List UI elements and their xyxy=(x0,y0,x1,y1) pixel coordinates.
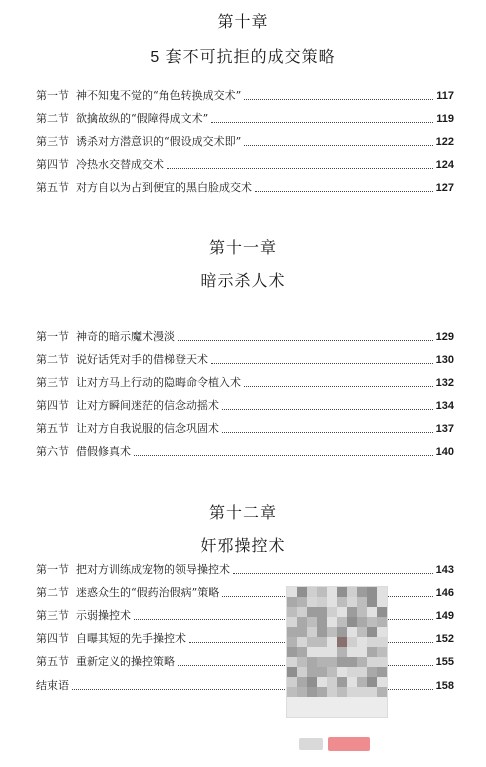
qr-mosaic-cell xyxy=(357,627,367,637)
toc-entry[interactable] xyxy=(36,445,454,459)
qr-mosaic-cell xyxy=(287,677,297,687)
qr-mosaic-cell xyxy=(367,617,377,627)
qr-mosaic-cell xyxy=(367,667,377,677)
blurred-qr-code xyxy=(286,586,388,718)
qr-mosaic-cell xyxy=(357,667,367,677)
section-number: 第一节 xyxy=(36,563,69,576)
qr-mosaic-cell xyxy=(357,657,367,667)
qr-mosaic-cell xyxy=(337,677,347,687)
qr-mosaic-cell xyxy=(287,657,297,667)
qr-mosaic-cell xyxy=(317,607,327,617)
leader-dots xyxy=(222,432,433,433)
qr-mosaic-cell xyxy=(367,637,377,647)
qr-mosaic-cell xyxy=(347,617,357,627)
leader-dots xyxy=(255,191,433,192)
qr-mosaic-cell xyxy=(377,657,387,667)
qr-mosaic-cell xyxy=(307,587,317,597)
toc-entry[interactable] xyxy=(36,376,454,390)
qr-mosaic-cell xyxy=(327,597,337,607)
toc-entry[interactable] xyxy=(36,563,454,577)
qr-mosaic-cell xyxy=(307,597,317,607)
section-number: 第五节 xyxy=(36,655,69,668)
qr-mosaic-cell xyxy=(327,587,337,597)
qr-mosaic-cell xyxy=(307,627,317,637)
qr-mosaic-cell xyxy=(367,677,377,687)
qr-mosaic-cell xyxy=(307,637,317,647)
leader-dots xyxy=(244,145,432,146)
qr-mosaic-cell xyxy=(297,687,307,697)
section-number: 第四节 xyxy=(36,399,69,412)
chapter-10-title: 5 套不可抗拒的成交策略 xyxy=(150,49,336,66)
qr-mosaic-cell xyxy=(327,667,337,677)
page-number: 130 xyxy=(435,354,454,366)
page-number: 149 xyxy=(435,610,454,622)
qr-mosaic-cell xyxy=(317,647,327,657)
qr-mosaic-cell xyxy=(347,637,357,647)
section-number: 第三节 xyxy=(36,135,69,148)
qr-mosaic-cell xyxy=(367,657,377,667)
section-title: 重新定义的操控策略 xyxy=(76,655,175,668)
qr-mosaic-cell xyxy=(377,667,387,677)
qr-mosaic-cell xyxy=(357,677,367,687)
qr-mosaic-cell xyxy=(337,587,347,597)
qr-mosaic-cell xyxy=(377,677,387,687)
qr-mosaic-cell xyxy=(307,617,317,627)
leader-dots xyxy=(233,573,433,574)
leader-dots xyxy=(244,99,433,100)
section-title: 迷惑众生的“假药治假病”策略 xyxy=(76,586,220,599)
qr-mosaic-cell xyxy=(287,587,297,597)
qr-mosaic-cell xyxy=(297,597,307,607)
section-number: 第五节 xyxy=(36,422,69,435)
qr-mosaic-cell xyxy=(347,627,357,637)
toc-entry[interactable] xyxy=(36,422,454,436)
qr-mosaic-cell xyxy=(337,657,347,667)
chapter-12-label: 第十二章 xyxy=(208,503,277,522)
qr-mosaic-cell xyxy=(357,607,367,617)
section-number: 第四节 xyxy=(36,158,69,171)
qr-mosaic-cell xyxy=(297,657,307,667)
qr-mosaic-cell xyxy=(357,647,367,657)
qr-mosaic-cell xyxy=(327,617,337,627)
qr-mosaic-cell xyxy=(367,597,377,607)
qr-mosaic-cell xyxy=(377,647,387,657)
section-number: 第四节 xyxy=(36,632,69,645)
qr-mosaic-cell xyxy=(327,627,337,637)
qr-mosaic-cell xyxy=(307,647,317,657)
qr-mosaic-cell xyxy=(377,597,387,607)
qr-mosaic-cell xyxy=(347,607,357,617)
qr-mosaic-cell xyxy=(327,677,337,687)
qr-mosaic-cell xyxy=(347,597,357,607)
section-number: 第一节 xyxy=(36,330,69,343)
qr-mosaic-cell xyxy=(377,637,387,647)
leader-dots xyxy=(222,409,433,410)
qr-mosaic-cell xyxy=(337,617,347,627)
leader-dots xyxy=(211,363,433,364)
toc-entry[interactable] xyxy=(36,330,454,344)
qr-mosaic-cell xyxy=(287,597,297,607)
qr-mosaic-cell xyxy=(367,687,377,697)
toc-entry[interactable] xyxy=(36,353,454,367)
qr-mosaic-cell xyxy=(347,677,357,687)
qr-mosaic-cell xyxy=(357,587,367,597)
qr-mosaic-cell xyxy=(337,637,347,647)
section-title: 诱杀对方潜意识的“假设成交术即” xyxy=(76,135,242,148)
qr-mosaic-cell xyxy=(307,687,317,697)
chapter-11-title: 暗示杀人术 xyxy=(200,271,286,290)
qr-mosaic-cell xyxy=(367,587,377,597)
page-number: 132 xyxy=(435,377,454,389)
section-title: 欲擒故纵的“假障得成文术” xyxy=(76,112,209,125)
qr-mosaic-cell xyxy=(337,687,347,697)
page-number: 134 xyxy=(435,400,454,412)
qr-mosaic-cell xyxy=(317,597,327,607)
qr-mosaic-cell xyxy=(297,677,307,687)
leader-dots xyxy=(244,386,433,387)
blurred-button xyxy=(328,737,370,751)
qr-mosaic-cell xyxy=(317,587,327,597)
section-title: 让对方马上行动的隐晦命令植入术 xyxy=(76,376,241,389)
toc-entry[interactable] xyxy=(36,655,454,669)
qr-mosaic-cell xyxy=(347,647,357,657)
qr-mosaic-cell xyxy=(337,667,347,677)
page-number: 117 xyxy=(436,90,454,102)
section-number: 第三节 xyxy=(36,376,69,389)
section-number: 第五节 xyxy=(36,181,69,194)
qr-mosaic-cell xyxy=(287,617,297,627)
leader-dots xyxy=(134,455,433,456)
qr-mosaic-cell xyxy=(297,607,307,617)
toc-entry[interactable] xyxy=(36,399,454,413)
qr-mosaic-cell xyxy=(287,687,297,697)
qr-mosaic-cell xyxy=(347,687,357,697)
toc-entry[interactable] xyxy=(36,181,454,195)
qr-mosaic-cell xyxy=(297,617,307,627)
leader-dots xyxy=(167,168,433,169)
qr-mosaic-cell xyxy=(297,627,307,637)
qr-mosaic-cell xyxy=(287,667,297,677)
qr-mosaic-cell xyxy=(327,607,337,617)
qr-mosaic-cell xyxy=(347,587,357,597)
qr-mosaic-cell xyxy=(367,607,377,617)
qr-mosaic-cell xyxy=(317,627,327,637)
section-number: 第六节 xyxy=(36,445,69,458)
qr-mosaic-cell xyxy=(307,667,317,677)
section-title: 让对方自我说服的信念巩固术 xyxy=(76,422,219,435)
section-title: 示弱操控术 xyxy=(76,609,131,622)
qr-mosaic-cell xyxy=(317,637,327,647)
toc-entry[interactable] xyxy=(36,112,454,126)
toc-entry[interactable] xyxy=(36,679,454,693)
qr-mosaic-cell xyxy=(377,687,387,697)
section-title: 对方自以为占到便宜的黑白脸成交术 xyxy=(76,181,252,194)
page-number: 155 xyxy=(435,656,454,668)
page-number: 127 xyxy=(435,182,454,194)
section-number: 第三节 xyxy=(36,609,69,622)
section-title: 说好话凭对手的借梯登天术 xyxy=(76,353,208,366)
page-number: 122 xyxy=(435,136,454,148)
leader-dots xyxy=(211,122,433,123)
section-number: 第二节 xyxy=(36,586,69,599)
qr-mosaic-cell xyxy=(377,587,387,597)
qr-mosaic-cell xyxy=(367,647,377,657)
qr-mosaic-cell xyxy=(377,627,387,637)
toc-entry[interactable] xyxy=(36,135,454,149)
qr-mosaic-cell xyxy=(317,677,327,687)
qr-mosaic-cell xyxy=(347,667,357,677)
section-title: 借假修真术 xyxy=(76,445,131,458)
qr-mosaic-cell xyxy=(357,637,367,647)
qr-mosaic-cell xyxy=(357,597,367,607)
qr-mosaic-cell xyxy=(287,637,297,647)
qr-mosaic-cell xyxy=(307,657,317,667)
qr-mosaic-cell xyxy=(287,607,297,617)
qr-mosaic-cell xyxy=(307,677,317,687)
chapter-11-label: 第十一章 xyxy=(208,238,277,257)
qr-mosaic-cell xyxy=(377,617,387,627)
qr-mosaic-cell xyxy=(297,587,307,597)
qr-mosaic-cell xyxy=(347,657,357,667)
qr-mosaic-cell xyxy=(337,627,347,637)
toc-entry[interactable] xyxy=(36,89,454,103)
qr-mosaic-cell xyxy=(327,687,337,697)
page-number: 152 xyxy=(435,633,454,645)
page-number: 158 xyxy=(435,680,454,692)
leader-dots xyxy=(178,340,433,341)
page-number: 129 xyxy=(435,331,454,343)
page-number: 143 xyxy=(435,564,454,576)
toc-entry[interactable] xyxy=(36,609,454,623)
section-number: 第一节 xyxy=(36,89,69,102)
qr-mosaic-cell xyxy=(337,607,347,617)
qr-mosaic-cell xyxy=(327,637,337,647)
chapter-12-title: 奸邪操控术 xyxy=(200,536,286,555)
qr-mosaic-cell xyxy=(297,667,307,677)
qr-mosaic-cell xyxy=(317,667,327,677)
toc-entry[interactable] xyxy=(36,632,454,646)
qr-mosaic-cell xyxy=(317,687,327,697)
qr-mosaic-cell xyxy=(357,687,367,697)
section-number: 第二节 xyxy=(36,112,69,125)
qr-mosaic-cell xyxy=(317,657,327,667)
page-number: 124 xyxy=(435,159,454,171)
qr-mosaic-cell xyxy=(377,607,387,617)
section-title: 自曝其短的先手操控术 xyxy=(76,632,186,645)
page-number: 137 xyxy=(435,423,454,435)
qr-mosaic-cell xyxy=(307,607,317,617)
qr-mosaic-cell xyxy=(317,617,327,627)
section-title: 神奇的暗示魔术漫淡 xyxy=(76,330,175,343)
section-title: 冷热水交替成交术 xyxy=(76,158,164,171)
section-number: 第二节 xyxy=(36,353,69,366)
qr-mosaic-cell xyxy=(297,647,307,657)
page-number: 119 xyxy=(436,113,454,125)
blurred-label xyxy=(299,738,323,750)
toc-entry[interactable] xyxy=(36,158,454,172)
toc-entry[interactable] xyxy=(36,586,454,600)
qr-mosaic-cell xyxy=(297,637,307,647)
qr-mosaic-cell xyxy=(327,647,337,657)
section-title: 把对方训练成宠物的领导操控术 xyxy=(76,563,230,576)
page-number: 140 xyxy=(435,446,454,458)
qr-mosaic-cell xyxy=(337,597,347,607)
qr-mosaic-cell xyxy=(367,627,377,637)
qr-mosaic-cell xyxy=(287,647,297,657)
chapter-10-label: 第十章 xyxy=(217,12,269,31)
section-title: 神不知鬼不觉的“角色转换成交术” xyxy=(76,89,242,102)
section-number: 结束语 xyxy=(36,679,69,692)
qr-mosaic-cell xyxy=(287,627,297,637)
qr-mosaic-cell xyxy=(327,657,337,667)
section-title: 让对方瞬间迷茫的信念动摇术 xyxy=(76,399,219,412)
qr-mosaic-cell xyxy=(337,647,347,657)
qr-mosaic-cell xyxy=(357,617,367,627)
page-number: 146 xyxy=(435,587,454,599)
